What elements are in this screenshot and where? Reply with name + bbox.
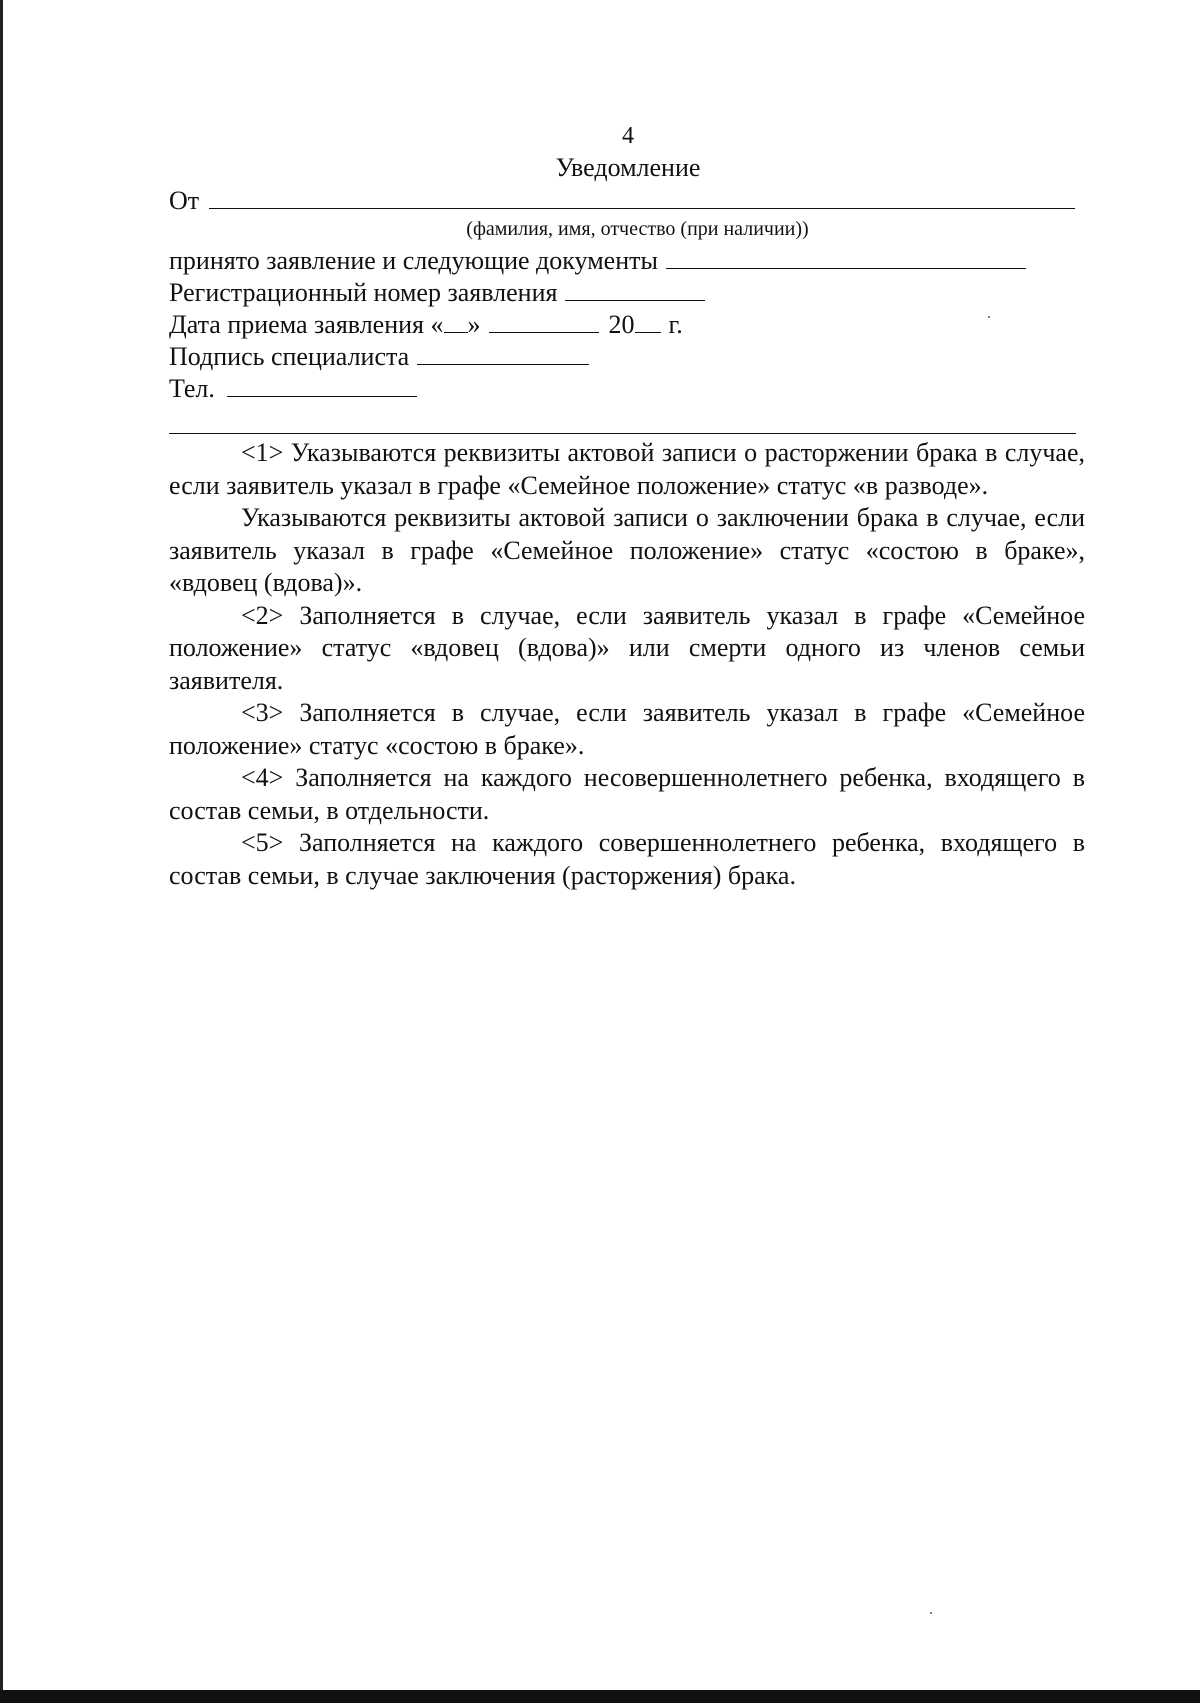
phone-line bbox=[169, 374, 417, 404]
date-year-blank bbox=[635, 310, 661, 333]
date-line bbox=[169, 310, 683, 340]
phone-blank bbox=[227, 374, 417, 397]
footnotes bbox=[169, 437, 1085, 892]
scan-edge-left bbox=[0, 0, 3, 1703]
registration-line bbox=[169, 278, 705, 308]
footnote-1: <1> Указываются реквизиты актовой записи о расторжении брака в случае, если заявитель указал в графе «Семейное положение» статус «в разводе». bbox=[169, 438, 1085, 500]
registration-label: Регистрационный номер заявления bbox=[169, 278, 558, 307]
signature-line bbox=[169, 342, 589, 372]
date-month-blank bbox=[489, 310, 599, 333]
signature-label: Подпись специалиста bbox=[169, 342, 410, 371]
phone-label: Тел. bbox=[169, 374, 215, 403]
scan-speck bbox=[988, 316, 990, 318]
scan-edge-bottom bbox=[0, 1690, 1200, 1703]
registration-blank bbox=[565, 278, 705, 301]
footnote-separator bbox=[169, 433, 1076, 434]
document-title: Уведомление bbox=[555, 153, 701, 182]
documents-line bbox=[169, 246, 1026, 276]
footnote-5: <5> Заполняется на каждого совершеннолетнего ребенка, входящего в состав семьи, в случае заключения (расторжения) брака. bbox=[169, 828, 1085, 890]
date-label: Дата приема заявления « bbox=[169, 310, 444, 339]
from-hint: (фамилия, имя, отчество (при наличии)) bbox=[466, 218, 809, 240]
page-number: 4 bbox=[622, 123, 634, 149]
date-year-prefix: 20 bbox=[608, 310, 635, 339]
footnote-2: <2> Заполняется в случае, если заявитель указал в графе «Семейное положение» статус «вдовец (вдова)» или смерти одного из членов семьи заявителя. bbox=[169, 600, 1085, 695]
date-day-blank bbox=[444, 310, 468, 333]
date-year-suffix: г. bbox=[668, 310, 683, 339]
scan-speck bbox=[930, 1612, 932, 1614]
signature-blank bbox=[417, 342, 589, 365]
from-blank bbox=[209, 186, 1075, 209]
documents-blank bbox=[666, 246, 1026, 269]
documents-label: принято заявление и следующие документы bbox=[169, 246, 658, 275]
from-label: От bbox=[169, 186, 200, 215]
footnote-3: <3> Заполняется в случае, если заявитель указал в графе «Семейное положение» статус «состою в браке». bbox=[169, 698, 1085, 760]
footnote-1-continued: Указываются реквизиты актовой записи о заключении брака в случае, если заявитель указал в графе «Семейное положение» статус «состою в браке», «вдовец (вдова)». bbox=[169, 503, 1085, 597]
from-line bbox=[169, 186, 1075, 216]
date-quote-close: » bbox=[467, 310, 481, 339]
footnote-4: <4> Заполняется на каждого несовершеннолетнего ребенка, входящего в состав семьи, в отдельности. bbox=[169, 763, 1085, 825]
